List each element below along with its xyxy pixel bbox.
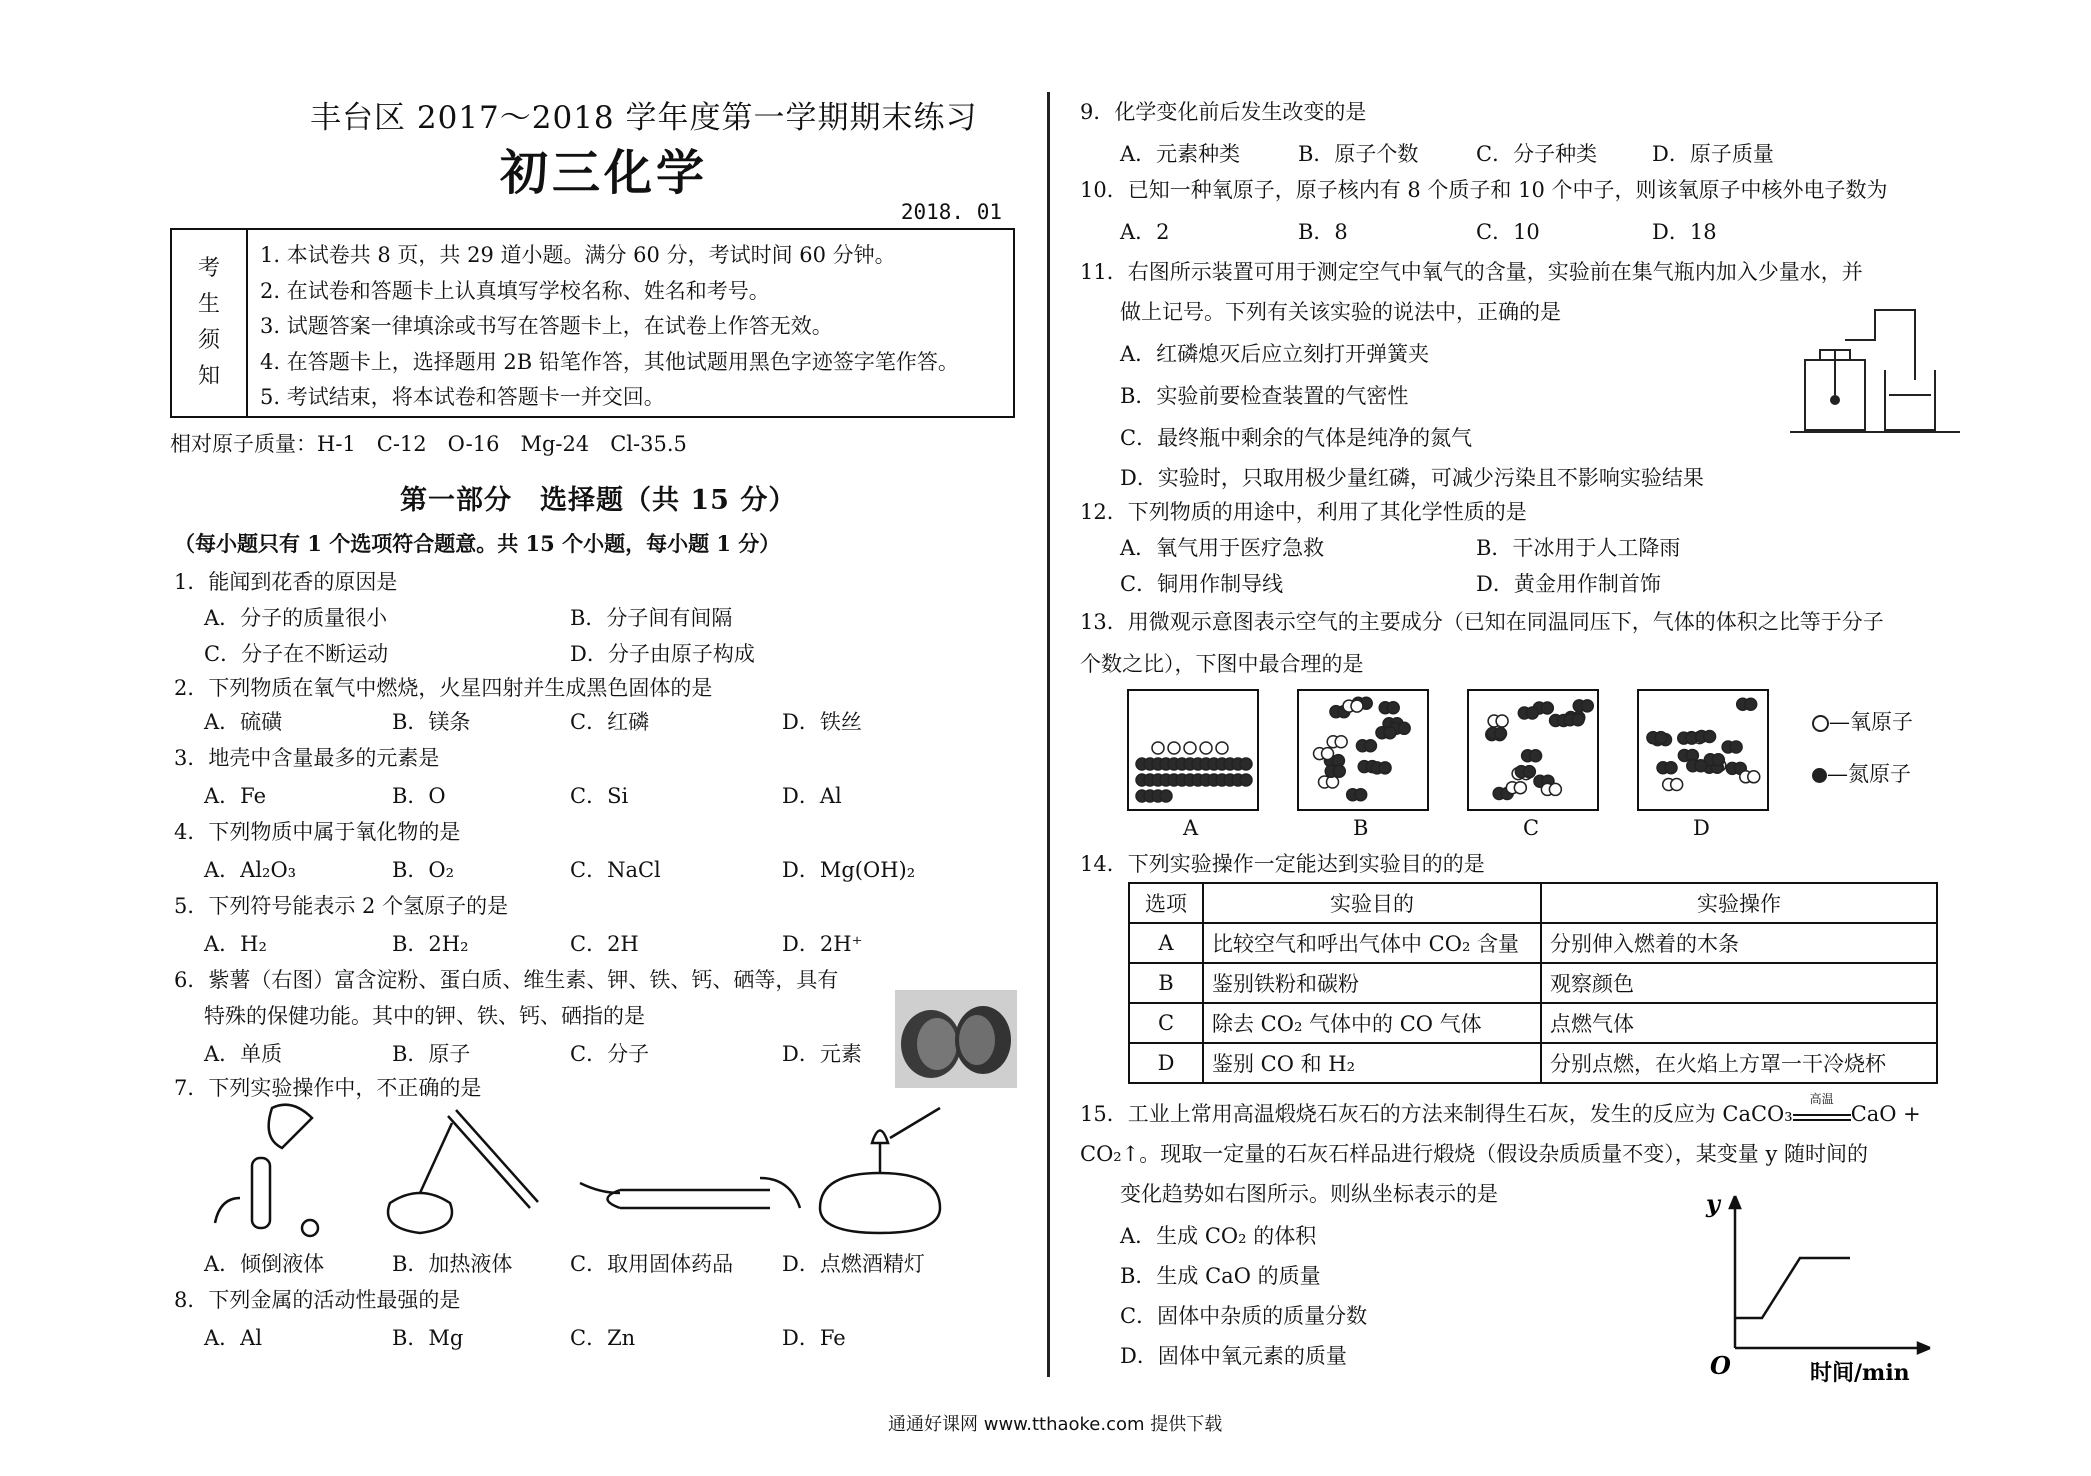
nitrogen-atom [1355, 789, 1367, 801]
question-2-option-d: D．铁丝 [782, 710, 862, 734]
nitrogen-atom [1523, 766, 1535, 778]
question-12-option-c: C．铜用作制导线 [1120, 572, 1284, 596]
section-title: 第一部分 选择题（共 15 分） [400, 485, 797, 516]
exam-title-subject: 初三化学 [500, 145, 709, 201]
oxygen-atom [1671, 779, 1683, 791]
question-5-option-b: B．2H₂ [392, 932, 469, 956]
question-4-option-c: C．NaCl [570, 858, 661, 882]
question-7-option-b: B．加热液体 [392, 1252, 513, 1276]
question-6-stem-line1: 6．紫薯（右图）富含淀粉、蛋白质、维生素、钾、铁、钙、硒等，具有 [174, 968, 839, 992]
table-header-cell: 选项 [1129, 883, 1203, 923]
question-13-label-b: B [1353, 816, 1369, 840]
question-9-option-a: A．元素种类 [1120, 142, 1241, 166]
graph-y-label: y [1706, 1189, 1720, 1218]
legend-oxygen-atom [1812, 706, 1913, 736]
table-row [1129, 1043, 1937, 1083]
table-cell: D [1129, 1043, 1203, 1083]
question-2-option-b: B．镁条 [392, 710, 471, 734]
notice-label-char: 考 [197, 256, 220, 281]
notice-item: 1. 本试卷共 8 页，共 29 道小题。满分 60 分，考试时间 60 分钟。 [260, 243, 896, 267]
nitrogen-atom [1333, 765, 1345, 777]
legend-oxygen-label: —氧原子 [1829, 710, 1913, 734]
atomic-mass-line: 相对原子质量：H-1 C-12 O-16 Mg-24 Cl-35.5 [170, 432, 687, 456]
notice-item: 4. 在答题卡上，选择题用 2B 铅笔作答，其他试题用黑色字迹签字笔作答。 [260, 349, 959, 374]
table-header-row [1129, 883, 1937, 923]
nitrogen-atom [1530, 750, 1542, 762]
question-5-option-a: A．H₂ [204, 932, 267, 956]
question-7-option-a: A．倾倒液体 [204, 1252, 325, 1276]
question-3-stem: 3．地壳中含量最多的元素是 [174, 746, 440, 770]
notice-label-char: 须 [197, 328, 220, 353]
purple-potato-photo [895, 990, 1017, 1088]
question-15-option-a: A．生成 CO₂ 的体积 [1120, 1224, 1317, 1248]
question-15-option-b: B．生成 CaO 的质量 [1120, 1264, 1321, 1288]
section-rule: （每小题只有 1 个选项符合题意。共 15 个小题，每小题 1 分） [174, 531, 781, 556]
question-9-option-b: B．原子个数 [1298, 142, 1419, 166]
oxygen-atom [1184, 742, 1196, 754]
oxygen-atom [1748, 771, 1760, 783]
question-10-option-c: C．10 [1476, 220, 1540, 244]
nitrogen-atom [1240, 774, 1252, 786]
oxygen-atom [1168, 742, 1180, 754]
oxygen-atom [1351, 700, 1363, 712]
nitrogen-atom [1541, 702, 1553, 714]
nitrogen-atom [1745, 698, 1757, 710]
question-1-option-b: B．分子间有间隔 [570, 606, 733, 630]
question-6-option-a: A．单质 [204, 1042, 283, 1066]
question-3-option-a: A．Fe [204, 784, 267, 808]
table-cell: 鉴别铁粉和碳粉 [1203, 963, 1541, 1003]
question-1-option-a: A．分子的质量很小 [204, 606, 388, 630]
oxygen-atom [1335, 736, 1347, 748]
left-column [170, 0, 1020, 1420]
question-2-option-c: C．红磷 [570, 710, 650, 734]
nitrogen-atom [1581, 700, 1593, 712]
nitrogen-atom [1712, 754, 1724, 766]
question-15-stem-line1 [1080, 1092, 1921, 1128]
question-7-stem: 7．下列实验操作中，不正确的是 [174, 1076, 482, 1100]
table-cell: 鉴别 CO 和 H₂ [1203, 1043, 1541, 1083]
question-15-stem-part: CaO + [1850, 1102, 1921, 1126]
nitrogen-atom [1695, 760, 1707, 772]
question-8-option-a: A．Al [204, 1326, 263, 1350]
question-15-option-d: D．固体中氧元素的质量 [1120, 1344, 1347, 1368]
question-15-stem-part: 15．工业上常用高温煅烧石灰石的方法来制得生石灰，发生的反应为 CaCO₃ [1080, 1102, 1793, 1126]
oxygen-atom [1496, 715, 1508, 727]
nitrogen-atom [1526, 707, 1538, 719]
column-divider [1047, 92, 1050, 1377]
question-2-option-a: A．硫磺 [204, 710, 283, 734]
notice-label [172, 230, 248, 416]
question-11-option-d: D．实验时，只取用极少量红磷，可减少污染且不影响实验结果 [1120, 466, 1704, 490]
question-6-stem-line2: 特殊的保健功能。其中的钾、铁、钙、硒指的是 [204, 1004, 645, 1028]
question-3-option-b: B．O [392, 784, 446, 808]
table-cell: 点燃气体 [1541, 1003, 1937, 1043]
notice-label-char: 生 [197, 292, 220, 317]
table-cell: 比较空气和呼出气体中 CO₂ 含量 [1203, 923, 1541, 963]
question-14-stem: 14．下列实验操作一定能达到实验目的的是 [1080, 852, 1485, 876]
question-15-trend-graph [1700, 1178, 1950, 1388]
question-4-stem: 4．下列物质中属于氧化物的是 [174, 820, 461, 844]
question-5-option-c: C．2H [570, 932, 639, 956]
question-13-stem-line1: 13．用微观示意图表示空气的主要成分（已知在同温同压下，气体的体积之比等于分子 [1080, 610, 1884, 634]
question-9-option-c: C．分子种类 [1476, 142, 1598, 166]
question-5-option-d: D．2H⁺ [782, 932, 863, 956]
nitrogen-atom [1572, 714, 1584, 726]
nitrogen-atom [1665, 762, 1677, 774]
lab-operations-illustration [200, 1098, 1000, 1240]
nitrogen-atom [1494, 728, 1506, 740]
question-12-option-d: D．黄金用作制首饰 [1476, 572, 1661, 596]
page-footer: 通通好课网 www.tthaoke.com 提供下载 [888, 1414, 1223, 1435]
question-15-stem-line3: 变化趋势如右图所示。则纵坐标表示的是 [1120, 1182, 1498, 1206]
question-15-stem-line2: CO₂↑。现取一定量的石灰石样品进行煅烧（假设杂质质量不变），某变量 y 随时间的 [1080, 1142, 1869, 1166]
table-header-cell: 实验操作 [1541, 883, 1937, 923]
question-13-label-c: C [1523, 816, 1540, 840]
question-10-option-b: B．8 [1298, 220, 1348, 244]
question-3-option-c: C．Si [570, 784, 629, 808]
question-8-option-c: C．Zn [570, 1326, 636, 1350]
oxygen-atom [1514, 782, 1526, 794]
question-10-option-d: D．18 [1652, 220, 1717, 244]
question-3-option-d: D．Al [782, 784, 842, 808]
question-8-option-d: D．Fe [782, 1326, 846, 1350]
nitrogen-atom [1240, 758, 1252, 770]
question-9-option-d: D．原子质量 [1652, 142, 1774, 166]
table-header-cell: 实验目的 [1203, 883, 1541, 923]
oxygen-atom [1322, 748, 1334, 760]
oxygen-atom [1200, 742, 1212, 754]
question-8-stem: 8．下列金属的活动性最强的是 [174, 1288, 461, 1312]
nitrogen-atom [1655, 732, 1667, 744]
question-12-option-b: B．干冰用于人工降雨 [1476, 536, 1681, 560]
graph-x-label: 时间/min [1810, 1360, 1910, 1386]
question-12-stem: 12．下列物质的用途中，利用了其化学性质的是 [1080, 500, 1527, 524]
question-12-option-a: A．氧气用于医疗急救 [1120, 536, 1325, 560]
exam-date: 2018. 01 [900, 200, 1002, 224]
question-10-option-a: A．2 [1120, 220, 1170, 244]
question-13-label-d: D [1693, 816, 1710, 840]
graph-origin-label: O [1710, 1351, 1731, 1380]
exam-title-line1: 丰台区 2017～2018 学年度第一学期期末练习 [310, 100, 978, 136]
question-7-option-d: D．点燃酒精灯 [782, 1252, 925, 1276]
nitrogen-atom [1730, 741, 1742, 753]
question-10-stem: 10．已知一种氧原子，原子核内有 8 个质子和 10 个中子，则该氧原子中核外电子数为 [1080, 178, 1888, 202]
question-11-option-a: A．红磷熄灭后应立刻打开弹簧夹 [1120, 342, 1430, 366]
question-9-stem: 9．化学变化前后发生改变的是 [1080, 100, 1367, 124]
question-14-table [1128, 882, 1938, 1084]
legend-nitrogen-atom [1812, 758, 1911, 788]
question-8-option-b: B．Mg [392, 1326, 464, 1350]
nitrogen-atom [1379, 762, 1391, 774]
nitrogen-atom [1160, 790, 1172, 802]
table-cell: 除去 CO₂ 气体中的 CO 气体 [1203, 1003, 1541, 1043]
notice-label-char: 知 [197, 364, 220, 389]
nitrogen-atom [1387, 702, 1399, 714]
nitrogen-atom [1384, 727, 1396, 739]
question-11-stem-line2: 做上记号。下列有关该实验的说法中，正确的是 [1120, 300, 1561, 324]
question-4-option-d: D．Mg(OH)₂ [782, 858, 916, 882]
question-13-stem-line2: 个数之比），下图中最合理的是 [1080, 652, 1364, 676]
notice-item: 5. 考试结束，将本试卷和答题卡一并交回。 [260, 385, 665, 409]
table-cell: B [1129, 963, 1203, 1003]
question-5-stem: 5．下列符号能表示 2 个氢原子的是 [174, 894, 509, 918]
oxygen-measurement-apparatus [1785, 300, 1965, 440]
question-15-option-c: C．固体中杂质的质量分数 [1120, 1304, 1368, 1328]
table-cell: C [1129, 1003, 1203, 1043]
oxygen-atom [1549, 783, 1561, 795]
oxygen-atom [1152, 742, 1164, 754]
question-1-option-c: C．分子在不断运动 [204, 642, 389, 666]
notice-item: 2. 在试卷和答题卡上认真填写学校名称、姓名和考号。 [260, 278, 770, 303]
nitrogen-atom-icon [1812, 768, 1827, 783]
question-11-option-c: C．最终瓶中剩余的气体是纯净的氮气 [1120, 426, 1473, 450]
oxygen-atom [1216, 742, 1228, 754]
notice-items [260, 238, 959, 416]
notice-item: 3. 试题答案一律填涂或书写在答题卡上，在试卷上作答无效。 [260, 314, 833, 338]
oxygen-atom-icon [1812, 715, 1829, 732]
question-6-option-c: C．分子 [570, 1042, 650, 1066]
table-row [1129, 1003, 1937, 1043]
question-13-label-a: A [1183, 816, 1199, 840]
table-cell: 分别伸入燃着的木条 [1541, 923, 1937, 963]
question-1-stem: 1．能闻到花香的原因是 [174, 570, 398, 594]
nitrogen-atom [1364, 740, 1376, 752]
question-1-option-d: D．分子由原子构成 [570, 642, 755, 666]
table-cell: 分别点燃，在火焰上方罩一干冷烧杯 [1541, 1043, 1937, 1083]
reaction-condition: 高温 [1809, 1092, 1834, 1106]
table-row [1129, 923, 1937, 963]
question-6-option-b: B．原子 [392, 1042, 471, 1066]
nitrogen-atom [1704, 730, 1716, 742]
reaction-arrow [1793, 1092, 1851, 1121]
question-2-stem: 2．下列物质在氧气中燃烧，火星四射并生成黑色固体的是 [174, 676, 713, 700]
question-4-option-b: B．O₂ [392, 858, 455, 882]
legend-nitrogen-label: —氮原子 [1827, 762, 1911, 786]
right-column [1080, 0, 1960, 1420]
table-cell: A [1129, 923, 1203, 963]
question-6-option-d: D．元素 [782, 1042, 862, 1066]
question-7-option-c: C．取用固体药品 [570, 1252, 734, 1276]
table-row [1129, 963, 1937, 1003]
table-cell: 观察颜色 [1541, 963, 1937, 1003]
question-11-option-b: B．实验前要检查装置的气密性 [1120, 384, 1409, 408]
question-11-stem-line1: 11．右图所示装置可用于测定空气中氧气的含量，实验前在集气瓶内加入少量水，并 [1080, 260, 1863, 284]
nitrogen-atom [1398, 722, 1410, 734]
exam-notice-box [170, 228, 1015, 418]
question-4-option-a: A．Al₂O₃ [204, 858, 297, 882]
